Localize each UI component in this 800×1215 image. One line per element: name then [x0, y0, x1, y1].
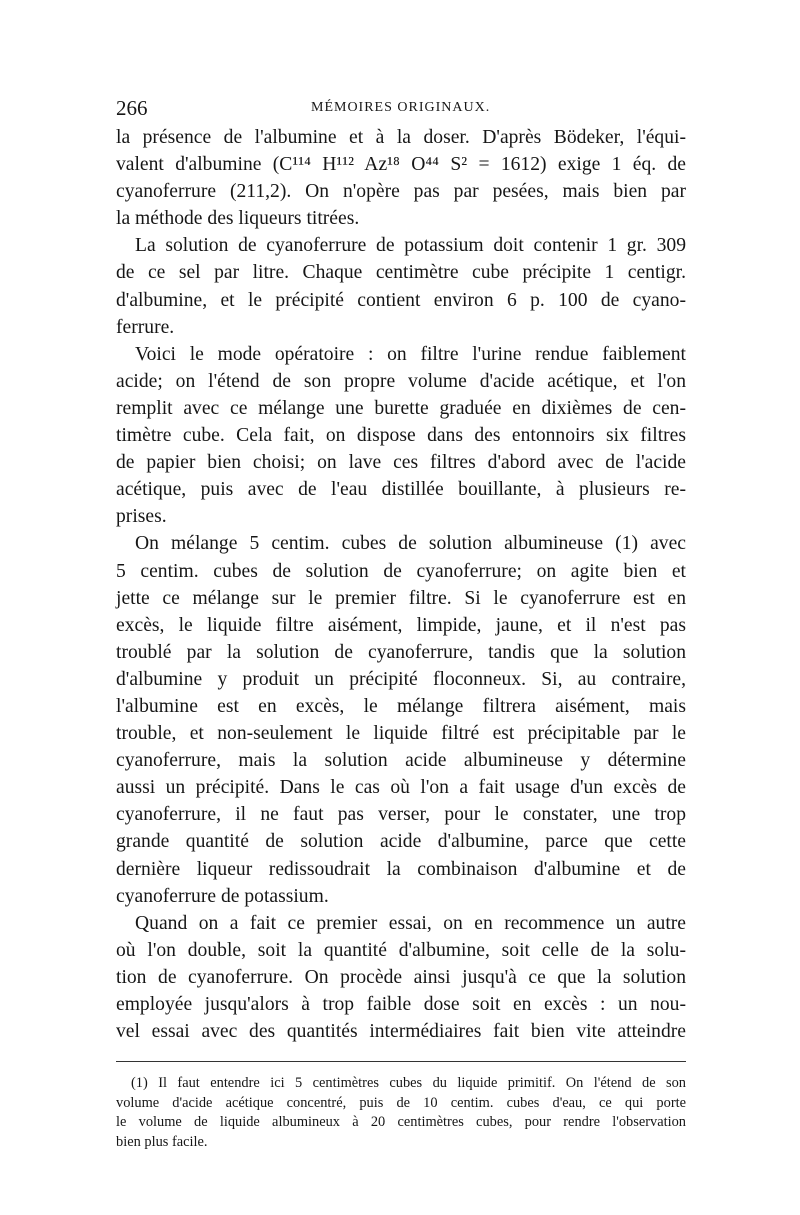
text-line: la méthode des liqueurs titrées. — [116, 208, 360, 230]
footnote-line: le volume de liquide albumineux à 20 centimètres cubes, pour rendre l'observation — [116, 1114, 686, 1130]
text-line: trouble, et non-seulement le liquide filtré est précipitable par le — [116, 723, 686, 745]
footnote — [116, 1074, 686, 1152]
text-line: valent d'albumine (C¹¹⁴ H¹¹² Az¹⁸ O⁴⁴ S² = 1612) exige 1 éq. de — [116, 154, 686, 176]
text-line: dernière liqueur redissoudrait la combinaison d'albumine et de — [116, 858, 686, 880]
text-line: aussi un précipité. Dans le cas où l'on a fait usage d'un excès de — [116, 777, 686, 799]
text-line: 5 centim. cubes de solution de cyanoferrure; on agite bien et — [116, 560, 686, 582]
text-line: vel essai avec des quantités intermédiaires fait bien vite atteindre — [116, 1021, 686, 1043]
text-line: La solution de cyanoferrure de potassium doit contenir 1 gr. 309 — [135, 235, 686, 257]
text-line: acide; on l'étend de son propre volume d'acide acétique, et l'on — [116, 370, 686, 392]
text-line: d'albumine y produit un précipité floconneux. Si, au contraire, — [116, 668, 686, 690]
text-line: Quand on a fait ce premier essai, on en recommence un autre — [135, 912, 686, 934]
paragraph-solution — [116, 232, 686, 340]
text-line: l'albumine est en excès, le mélange filtrera aisément, mais — [116, 695, 686, 717]
running-title: MÉMOIRES ORIGINAUX. — [311, 100, 491, 115]
text-line: On mélange 5 centim. cubes de solution albumineuse (1) avec — [135, 533, 686, 555]
text-line: ferrure. — [116, 316, 175, 338]
text-line: jette ce mélange sur le premier filtre. Si le cyanoferrure est en — [116, 587, 686, 609]
text-line: excès, le liquide filtre aisément, limpide, jaune, et il n'est pas — [116, 614, 686, 636]
paragraph-repeat — [116, 910, 686, 1045]
footnote-divider — [116, 1061, 686, 1062]
text-line: cyanoferrure de potassium. — [116, 885, 329, 907]
footnote-line: volume d'acide acétique concentré, puis de 10 centim. cubes d'eau, ce qui porte — [116, 1094, 686, 1111]
running-head — [116, 96, 686, 122]
text-line: employée jusqu'alors à trop faible dose soit en excès : un nou- — [116, 994, 686, 1015]
footnote-line: (1) Il faut entendre ici 5 centimètres cubes du liquide primitif. On l'étend de son — [131, 1075, 686, 1091]
text-line: d'albumine, et le précipité contient environ 6 p. 100 de cyano- — [116, 289, 686, 311]
text-line: cyanoferrure, mais la solution acide albumineuse y détermine — [116, 750, 686, 772]
text-line: remplit avec ce mélange une burette graduée en dixièmes de cen- — [116, 397, 686, 419]
body-text — [116, 124, 686, 1045]
text-line: de ce sel par litre. Chaque centimètre cube précipite 1 centigr. — [116, 262, 686, 284]
text-line: où l'on double, soit la quantité d'albumine, soit celle de la solu- — [116, 939, 686, 961]
text-line: prises. — [116, 506, 167, 528]
text-line: tion de cyanoferrure. On procède ainsi jusqu'à ce que la solution — [116, 966, 686, 988]
text-line: cyanoferrure, il ne faut pas verser, pour le constater, une trop — [116, 804, 686, 826]
page-number: 266 — [116, 96, 148, 120]
text-line: acétique, puis avec de l'eau distillée bouillante, à plusieurs re- — [116, 479, 686, 501]
footnote-line: bien plus facile. — [116, 1133, 208, 1150]
text-line: Voici le mode opératoire : on filtre l'urine rendue faiblement — [135, 343, 686, 365]
paragraph-continuation — [116, 124, 686, 232]
text-line: de papier bien choisi; on lave ces filtres d'abord avec de l'acide — [116, 452, 686, 474]
text-line: cyanoferrure (211,2). On n'opère pas par pesées, mais bien par — [116, 181, 686, 203]
paragraph-procedure — [116, 341, 686, 531]
text-line: grande quantité de solution acide d'albumine, parce que cette — [116, 831, 686, 853]
text-line: timètre cube. Cela fait, on dispose dans des entonnoirs six filtres — [116, 425, 686, 447]
text-line: la présence de l'albumine et à la doser. D'après Bödeker, l'équi- — [116, 127, 686, 148]
text-line: troublé par la solution de cyanoferrure, tandis que la solution — [116, 641, 686, 663]
paragraph-mixing — [116, 530, 686, 909]
